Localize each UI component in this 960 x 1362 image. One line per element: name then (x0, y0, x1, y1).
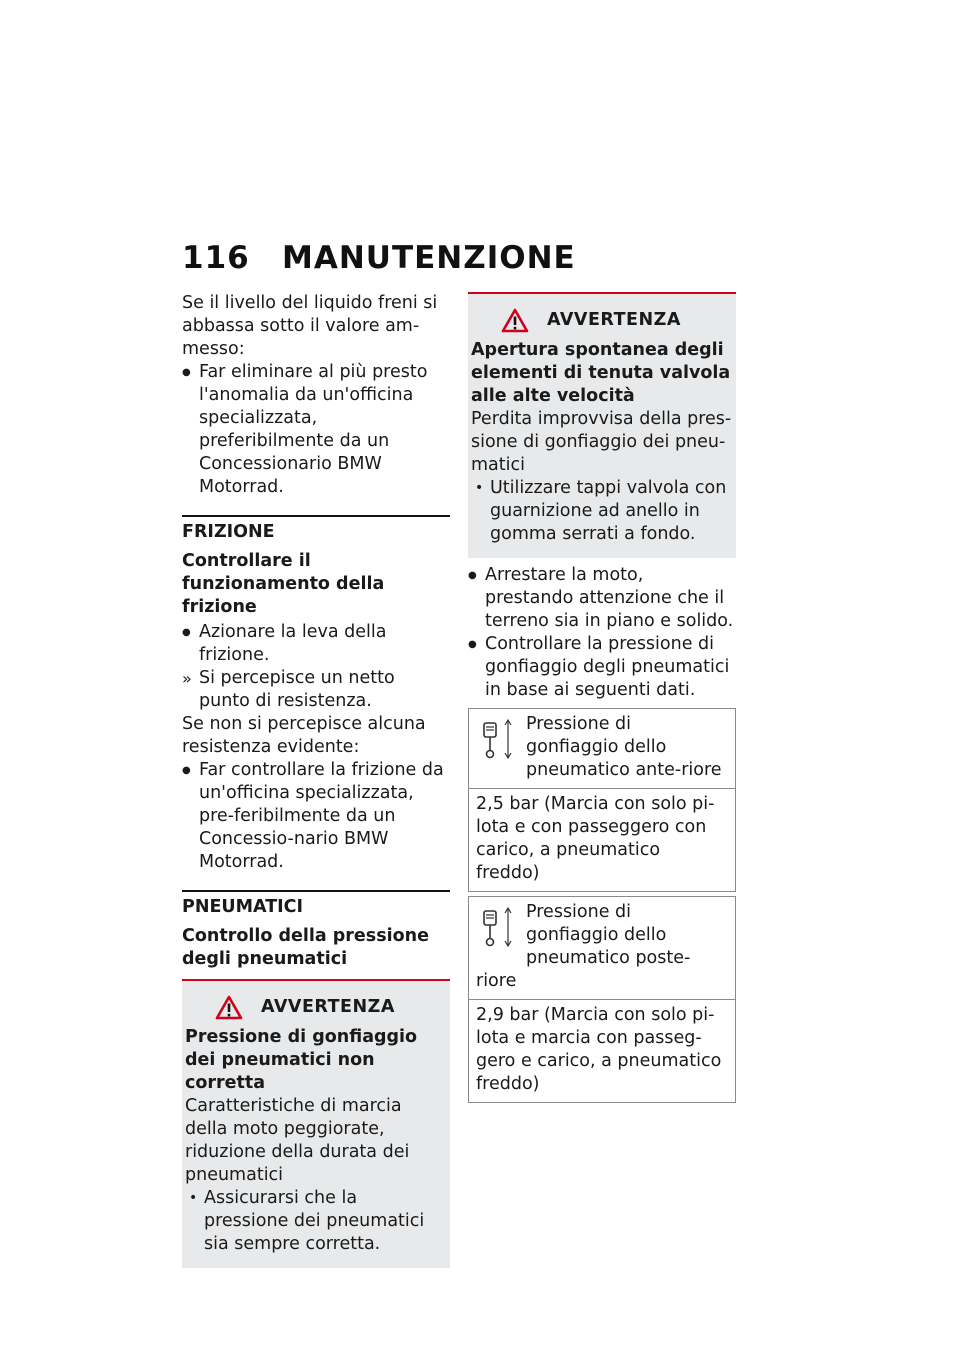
spec-label-row (469, 897, 735, 1000)
left-column (182, 292, 450, 1268)
chapter-title: MANUTENZIONE (282, 240, 576, 276)
page-number: 116 (182, 240, 250, 276)
clutch-condition: Se non si percepisce alcuna resistenza evidente: (182, 714, 426, 757)
list-item: ● Far eliminare al più presto l'anomalia da un'officina specializzata, preferibilmente da un Concessionario BMW Motorrad. (182, 361, 450, 499)
section-title-frizione: FRIZIONE (182, 515, 450, 544)
tire-check-steps (468, 564, 736, 702)
warning-header (501, 308, 732, 333)
list-item: • Assicurarsi che la pressione dei pneumatici sia sempre corretta. (185, 1187, 446, 1256)
clutch-steps-2 (182, 759, 450, 874)
warning-header (215, 995, 446, 1020)
spec-value: 2,9 bar (Marcia con solo pi-lota e marcia con passeg-gero e carico, a pneumatico freddo) (476, 1005, 722, 1094)
brake-fluid-actions (182, 361, 450, 499)
section-title-pneumatici: PNEUMATICI (182, 890, 450, 919)
warning-body: Perdita improvvisa della pres-sione di gonfiaggio dei pneu-matici (471, 409, 732, 475)
warning-triangle-icon (501, 308, 529, 333)
tire-pressure-gauge-icon (476, 717, 516, 763)
warning-box (182, 979, 450, 1268)
spec-table-front (468, 708, 736, 892)
spec-label: Pressione di gonfiaggio dello pneumatico poste-riore (476, 902, 691, 991)
list-item: ● Arrestare la moto, prestando attenzione che il terreno sia in piano e solido. (468, 564, 736, 633)
list-item-result: » Si percepisce un netto punto di resistenza. (182, 667, 450, 713)
warning-label: AVVERTENZA (261, 997, 395, 1017)
list-item: ● Azionare la leva della frizione. (182, 621, 450, 667)
clutch-steps (182, 621, 450, 713)
right-column (468, 292, 736, 1103)
spec-table-rear (468, 896, 736, 1103)
warning-triangle-icon (215, 995, 243, 1020)
page-header (182, 240, 576, 276)
spec-value: 2,5 bar (Marcia con solo pi-lota e con passeggero con carico, a pneumatico freddo) (476, 794, 715, 883)
warning-actions (185, 1187, 446, 1256)
warning-actions (471, 477, 732, 546)
warning-body: Caratteristiche di marcia della moto peggiorate, riduzione della durata dei pneumatici (185, 1096, 410, 1185)
warning-title: Apertura spontanea degli elementi di tenuta valvola alle alte velocità (471, 340, 731, 406)
spec-label-row (469, 709, 735, 789)
warning-box (468, 292, 736, 558)
tire-pressure-gauge-icon (476, 905, 516, 951)
subsection-title-tire-pressure: Controllo della pressione degli pneumatici (182, 926, 429, 969)
warning-title: Pressione di gonfiaggio dei pneumatici non corretta (185, 1027, 418, 1093)
list-item: ● Far controllare la frizione da un'officina specializzata, pre-feribilmente da un Concessio-nario BMW Motorrad. (182, 759, 450, 874)
list-item: ● Controllare la pressione di gonfiaggio degli pneumatici in base ai seguenti dati. (468, 633, 736, 702)
warning-label: AVVERTENZA (547, 310, 681, 330)
brake-fluid-intro: Se il livello del liquido freni si abbassa sotto il valore am-messo: (182, 293, 438, 359)
spec-label: Pressione di gonfiaggio dello pneumatico ante-riore (526, 714, 722, 780)
subsection-title-clutch: Controllare il funzionamento della frizione (182, 551, 385, 617)
list-item: • Utilizzare tappi valvola con guarnizione ad anello in gomma serrati a fondo. (471, 477, 732, 546)
